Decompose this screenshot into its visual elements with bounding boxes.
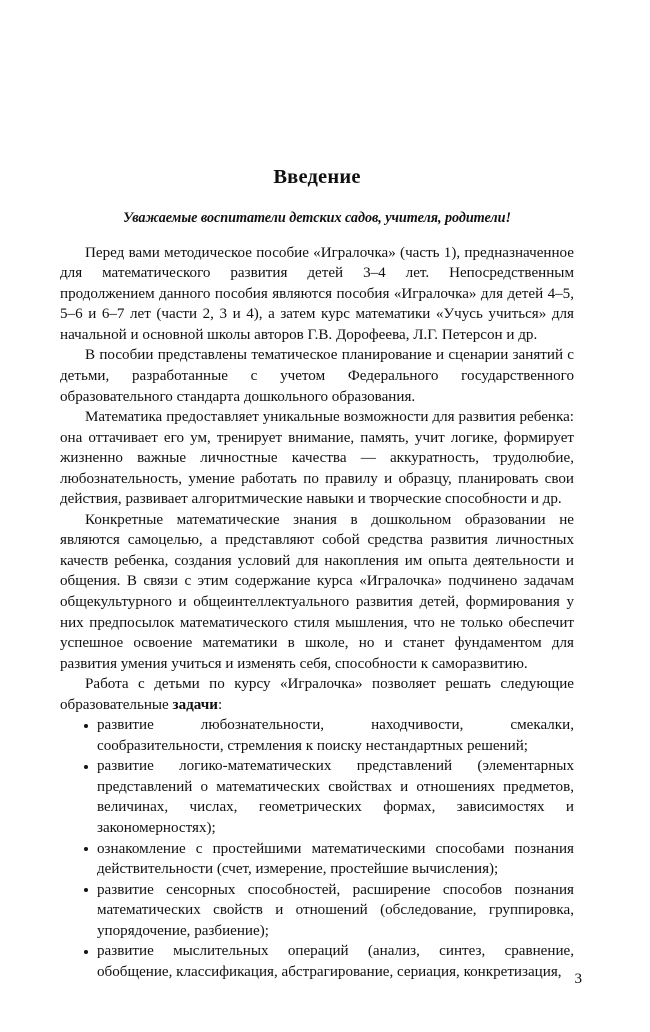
- list-item-text: развитие мыслительных операций (анализ, синтез, сравнение, обобщение, классификация, абстрагирование, сериация, конкретизация,: [97, 943, 574, 980]
- paragraph-tasks-intro: [60, 674, 574, 715]
- paragraph-concrete-knowledge: Конкретные математические знания в дошкольном образовании не являются самоцелью, а представляют собой средства развития личностных качеств ребенка, создания условий для накопления им опыта деятельности и общения. В связи с этим содержание курса «Игралочка» подчинено задачам общекультурного и общеинтеллектуального развития детей, формирования у них предпосылок математического стиля мышления, что не только обеспечит успешное освоение математики в школе, но и станет фундаментом для развития умения учиться и изменять себя, способности к саморазвитию.: [60, 511, 574, 672]
- paragraph-math-opportunities: Математика предоставляет уникальные возможности для развития ребенка: она оттачивает его ум, тренирует внимание, память, учит логике, формирует жизненно важные личностные качества — аккуратность, трудолюбие, любознательность, умение работать по правилу и образцу, планировать свои действия, развивает алгоритмические навыки и творческие способности и др.: [60, 409, 574, 508]
- bullet-icon: [84, 765, 88, 769]
- paragraph-intro-manual: Перед вами методическое пособие «Игралочка» (часть 1), предназначенное для математического развития детей 3–4 лет. Непосредственным продолжением данного пособия являются пособия «Игралочка» для детей 4–5, 5–6 и 6–7 лет (части 2, 3 и 4), а затем курс математики «Учусь учиться» для начальной и основной школы авторов Г.В. Дорофеева, Л.Г. Петерсон и др.: [60, 244, 574, 343]
- page-content: [60, 0, 574, 982]
- body-text: [60, 243, 574, 983]
- list-item: [60, 880, 574, 942]
- paragraph-manual-contents: В пособии представлены тематическое планирование и сценарии занятий с детьми, разработанные с учетом Федерального государственного образовательного стандарта дошкольного образования.: [60, 347, 574, 405]
- tasks-intro-emphasis: задачи: [172, 696, 218, 713]
- list-item: [60, 941, 574, 982]
- list-item: [60, 715, 574, 756]
- page-title: Введение: [273, 166, 361, 188]
- list-item: [60, 756, 574, 838]
- page-subtitle: Уважаемые воспитатели детских садов, учителя, родители!: [123, 209, 511, 226]
- bullet-icon: [84, 950, 88, 954]
- list-item-text: ознакомление с простейшими математическими способами познания действительности (счет, измерение, простейшие вычисления);: [97, 840, 574, 878]
- bullet-icon: [84, 888, 88, 892]
- tasks-intro-colon: :: [217, 696, 223, 713]
- bullet-icon: [84, 724, 88, 728]
- educational-tasks-list: [60, 715, 574, 982]
- list-item-text: развитие сенсорных способностей, расширение способов познания математических свойств и отношений (обследование, группировка, упорядочение, разбиение);: [97, 881, 574, 939]
- list-item-text: развитие любознательности, находчивости, смекалки, сообразительности, стремления к поиску нестандартных решений;: [97, 717, 574, 754]
- page-number: 3: [574, 970, 582, 987]
- list-item-text: развитие логико-математических представлений (элементарных представлений о математических свойствах и отношениях предметов, величинах, числах, геометрических формах, зависимостях и закономерностях);: [97, 758, 574, 837]
- bullet-icon: [84, 847, 88, 851]
- tasks-intro-lead: Работа с детьми по курсу «Игралочка» позволяет решать следующие образовательные: [60, 676, 574, 713]
- list-item: [60, 839, 574, 880]
